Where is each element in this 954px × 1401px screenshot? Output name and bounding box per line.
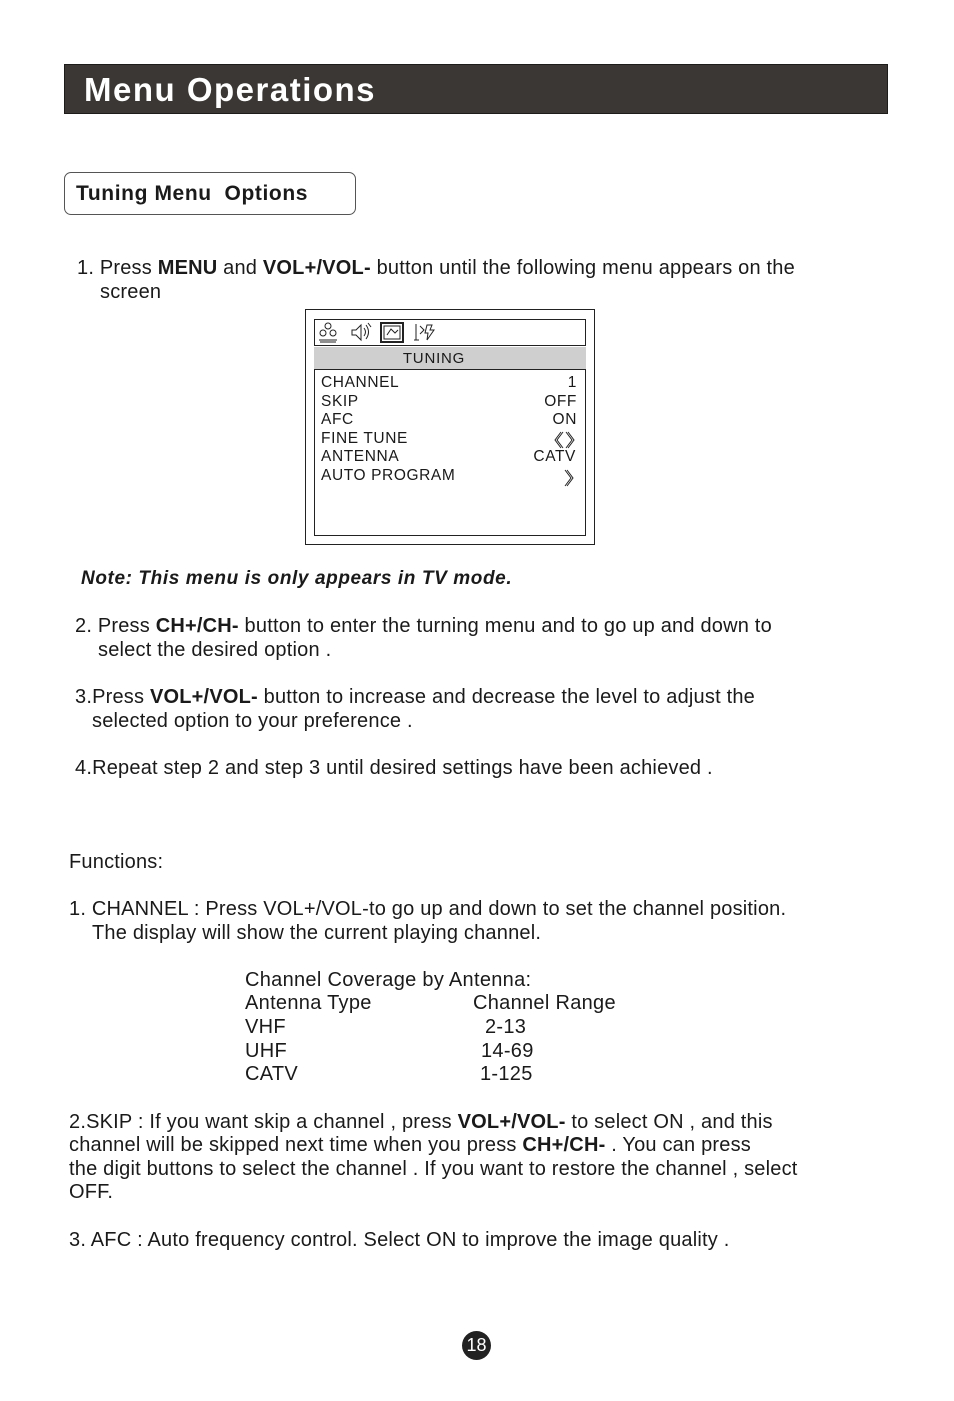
- menu-item-skip[interactable]: [321, 393, 577, 411]
- menu-item-value: 1: [567, 374, 577, 391]
- left-right-arrows-icon: [551, 430, 577, 450]
- table-cell-antenna: CATV: [245, 1063, 299, 1085]
- table-header-range: Channel Range: [473, 992, 616, 1014]
- function-2-line-2: channel will be skipped next time when you press CH+/CH- . You can press: [69, 1134, 751, 1156]
- setup-menu-icon: [411, 321, 437, 344]
- function-2-line-4: OFF.: [69, 1181, 114, 1203]
- section-title: Tuning Menu Options: [76, 182, 309, 205]
- menu-item-fine-tune[interactable]: [321, 430, 577, 448]
- function-2-line-3: the digit buttons to select the channel . If you want to restore the channel , select: [69, 1158, 798, 1180]
- table-cell-range: 2-13: [485, 1016, 527, 1038]
- page-title: Menu Operations: [84, 71, 377, 108]
- menu-item-value: CATV: [533, 448, 576, 465]
- section-heading-box: [64, 172, 356, 215]
- menu-item-antenna[interactable]: [321, 448, 577, 466]
- tv-mode-note: Note: This menu is only appears in TV mode.: [81, 568, 513, 589]
- tv-menu-title: TUNING: [402, 350, 466, 367]
- table-cell-range: 1-125: [480, 1063, 533, 1085]
- menu-item-label: ANTENNA: [321, 448, 400, 465]
- tv-menu-icon-bar: [314, 319, 586, 346]
- menu-item-auto-program[interactable]: [321, 467, 577, 485]
- step-1-line-1: 1. Press MENU and VOL+/VOL- button until the following menu appears on the: [77, 257, 795, 279]
- step-4: 4.Repeat step 2 and step 3 until desired settings have been achieved .: [75, 757, 713, 779]
- table-cell-antenna: VHF: [245, 1016, 286, 1038]
- table-header-antenna: Antenna Type: [245, 992, 372, 1014]
- menu-item-afc[interactable]: [321, 411, 577, 429]
- picture-menu-icon: [317, 321, 339, 344]
- functions-heading: Functions:: [69, 851, 164, 873]
- header-bar: [64, 64, 888, 114]
- menu-item-channel[interactable]: [321, 374, 577, 392]
- coverage-title: Channel Coverage by Antenna:: [245, 969, 532, 991]
- step-3-line-2: selected option to your preference .: [92, 710, 413, 732]
- menu-item-label: FINE TUNE: [321, 429, 408, 447]
- function-2-line-1: 2.SKIP : If you want skip a channel , press VOL+/VOL- to select ON , and this: [69, 1111, 773, 1133]
- menu-item-value: ON: [552, 411, 577, 428]
- table-cell-antenna: UHF: [245, 1040, 288, 1062]
- function-1-line-1: 1. CHANNEL : Press VOL+/VOL-to go up and down to set the channel position.: [69, 898, 787, 920]
- right-arrow-icon: [563, 468, 575, 488]
- step-2-line-1: 2. Press CH+/CH- button to enter the turning menu and to go up and down to: [75, 615, 772, 637]
- sound-menu-icon: [349, 321, 373, 344]
- menu-item-label: CHANNEL: [321, 374, 400, 391]
- menu-item-label: SKIP: [321, 392, 359, 410]
- tv-menu-title-bar: [314, 347, 586, 369]
- step-3-line-1: 3.Press VOL+/VOL- button to increase and decrease the level to adjust the: [75, 686, 755, 708]
- step-2-line-2: select the desired option .: [98, 639, 332, 661]
- function-1-line-2: The display will show the current playing channel.: [92, 922, 542, 944]
- tv-menu-list: [314, 369, 586, 536]
- step-1-line-2: screen: [100, 281, 162, 303]
- screen-menu-icon: [380, 322, 404, 343]
- function-3: 3. AFC : Auto frequency control. Select ON to improve the image quality .: [69, 1229, 730, 1251]
- table-cell-range: 14-69: [481, 1040, 534, 1062]
- menu-item-value: OFF: [544, 392, 577, 410]
- menu-item-label: AUTO PROGRAM: [321, 466, 456, 484]
- page-number: 18: [462, 1331, 491, 1360]
- menu-item-label: AFC: [321, 411, 354, 428]
